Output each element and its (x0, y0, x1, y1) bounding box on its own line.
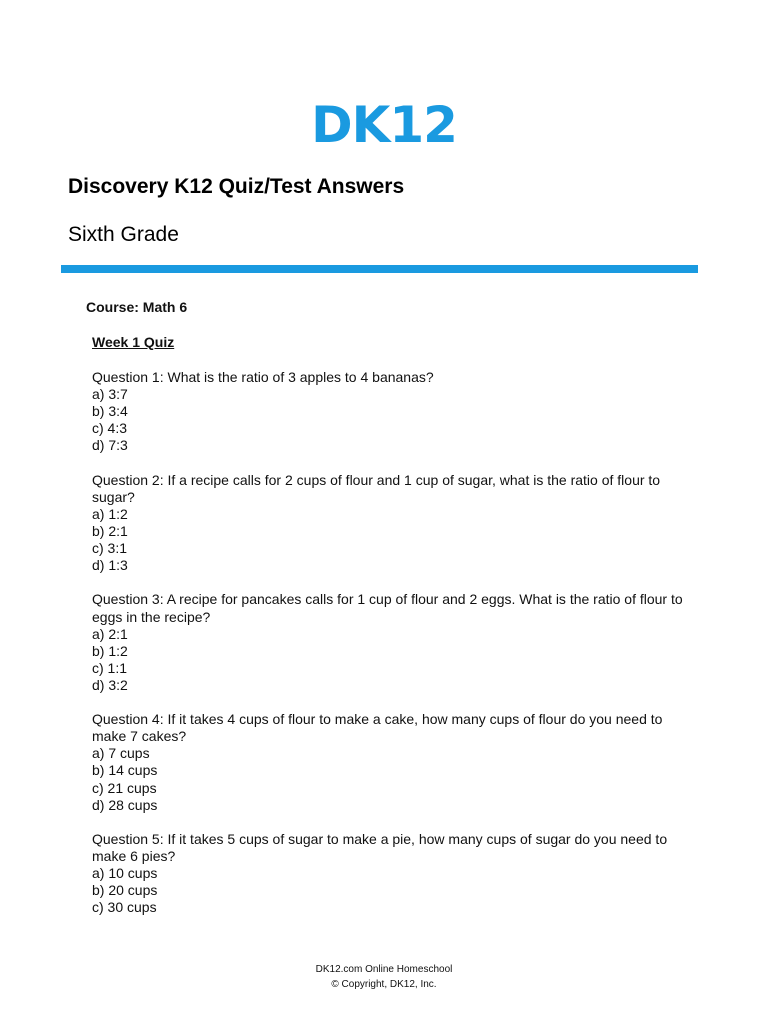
question-text: Question 3: A recipe for pancakes calls for 1 cup of flour and 2 eggs. What is the ratio of flour to eggs in the recipe? (92, 591, 683, 625)
footer-site: DK12.com Online Homeschool (315, 964, 453, 975)
page-footer (0, 962, 768, 992)
question-text: Question 4: If it takes 4 cups of flour to make a cake, how many cups of flour do you need to make 7 cakes? (92, 711, 663, 745)
question-3 (92, 591, 692, 694)
answer-option: b) 3:4 (92, 403, 128, 420)
question-4 (92, 711, 692, 814)
document-subtitle: Sixth Grade (68, 223, 179, 246)
answer-option: b) 2:1 (92, 522, 128, 539)
answer-option: b) 14 cups (92, 762, 158, 779)
answer-option: c) 30 cups (92, 899, 157, 916)
answer-option: b) 1:2 (92, 642, 128, 659)
answer-option: c) 4:3 (92, 420, 128, 437)
question-1 (92, 369, 692, 454)
answer-option: d) 28 cups (92, 796, 158, 813)
answer-option: c) 21 cups (92, 779, 157, 796)
question-2 (92, 472, 692, 575)
answer-option: a) 1:2 (92, 505, 128, 522)
course-label: Course: Math 6 (86, 299, 188, 315)
answer-option: d) 1:3 (92, 557, 128, 574)
question-text: Question 1: What is the ratio of 3 apples to 4 bananas? (92, 369, 434, 385)
answer-option: a) 3:7 (92, 386, 128, 403)
answer-option: c) 1:1 (92, 659, 128, 676)
document-title: Discovery K12 Quiz/Test Answers (68, 175, 405, 198)
answer-option: a) 7 cups (92, 745, 150, 762)
answer-option: c) 3:1 (92, 540, 128, 557)
answer-option: d) 7:3 (92, 437, 128, 454)
answer-option: d) 3:2 (92, 676, 128, 693)
section-title: Week 1 Quiz (92, 334, 175, 350)
answer-option: a) 2:1 (92, 625, 128, 642)
answer-option: a) 10 cups (92, 865, 158, 882)
footer-copyright: © Copyright, DK12, Inc. (331, 979, 437, 990)
answer-option: b) 20 cups (92, 882, 158, 899)
dk12-logo: DK12 (311, 96, 457, 154)
question-text: Question 5: If it takes 5 cups of sugar to make a pie, how many cups of sugar do you need to make 6 pies? (92, 830, 668, 864)
question-5 (92, 831, 692, 916)
question-list (92, 369, 692, 934)
header-divider (61, 265, 698, 273)
question-text: Question 2: If a recipe calls for 2 cups of flour and 1 cup of sugar, what is the ratio of flour to sugar? (92, 471, 661, 505)
